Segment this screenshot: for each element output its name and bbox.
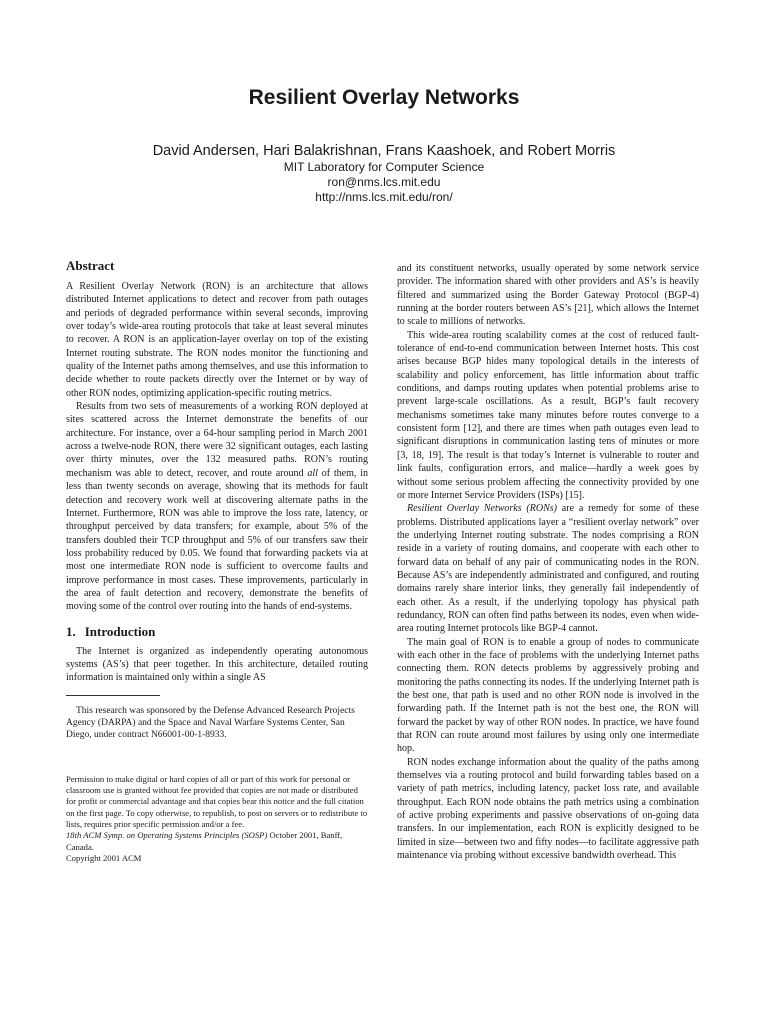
affiliation-email: ron@nms.lcs.mit.edu — [327, 175, 441, 189]
section-number: 1. — [66, 623, 76, 639]
abstract-heading: Abstract — [66, 258, 115, 273]
abstract-paragraph-2 — [66, 400, 368, 614]
permission-notice — [66, 774, 368, 864]
venue-line — [66, 830, 368, 853]
paper-title: Resilient Overlay Networks — [248, 86, 520, 109]
author-block — [0, 143, 768, 205]
introduction-paragraph-3 — [397, 502, 699, 635]
introduction-paragraph-5: RON nodes exchange information about the quality of the paths among themselves via a routing protocol and build forwarding tables based on a variety of path metrics, including latency, packet loss rate, and available throughput. Each RON node obtains the path metrics using a combination of active probing experiments and passive observations of on-going data transfers. In our implementation, each RON is explicitly designed to be limited in size—between two and fifty nodes—to facilitate aggressive path maintenance via probing without excessive bandwidth overhead. This — [397, 756, 699, 862]
right-column — [397, 262, 699, 862]
introduction-paragraph-4: The main goal of RON is to enable a group of nodes to communicate with each other in the face of problems with the underlying Internet paths connecting them. RON detects problems by aggressively probing and monitoring the paths connecting its nodes. If the underlying Internet path is the best one, that path is used and no other RON node is involved in the forwarding path. If the Internet path is not the best one, the RON will forward the packet by way of other RON nodes. In practice, we have found that RON can route around most failures by using only one intermediate hop. — [397, 636, 699, 755]
abstract-emphasis: all — [307, 467, 318, 479]
section-title: Introduction — [84, 623, 156, 639]
author-list: David Andersen, Hari Balakrishnan, Frans Kaashoek, and Robert Morris — [152, 143, 616, 159]
introduction-paragraph-1: The Internet is organized as independently operating autonomous systems (AS’s) that peer together. In this architecture, detailed routing information is maintained only within a single AS — [66, 645, 368, 684]
ron-term: Resilient Overlay Networks (RONs) — [407, 503, 557, 515]
abstract-text: of them, in less than twenty seconds on average, showing that its methods for fault detection and recovery work well at discovering alternate paths in the Internet. Furthermore, RON was able to improve the loss rate, latency, or throughput perceived by data transfers; for example, about 5% of the transfers doubled their TCP throughput and 5% of our transfers saw their loss probability reduced by 0.05. We found that forwarding packets via at most one intermediate RON node is sufficient to overcome faults and improve performance in most cases. These improvements, particularly in the area of fault detection and recovery, demonstrate the benefits of moving some of the control over routing into the hands of end-systems. — [66, 467, 369, 613]
paragraph-text: are a remedy for some of these problems. Distributed applications layer a “resilient overlay network” over the underlying Internet routing substrate. The nodes comprising a RON reside in a variety of routing domains, and cooperate with each other to forward data on behalf of any pair of communicating nodes in the RON. Because AS’s are independently administrated and configured, and routing domains rarely share interior links, they generally fail independently of each other. As a result, if the underlying topology has physical path redundancy, RON can often find paths between its nodes, even when wide-area routing Internet protocols like BGP-4 cannot. — [397, 503, 699, 635]
sponsor-footnote: This research was sponsored by the Defense Advanced Research Projects Agency (DARPA) and the Space and Naval Warfare Systems Center, San Diego, under contract N66001-00-1-8933. — [66, 705, 355, 741]
introduction-paragraph-1-continued: and its constituent networks, usually operated by some network service provider. The information shared with other providers and AS’s is heavily filtered and summarized using the Border Gateway Protocol (BGP-4) running at the border routers between AS’s [21], which allows the Internet to scale to millions of networks. — [397, 263, 699, 328]
left-column — [66, 258, 368, 864]
copyright-line: Copyright 2001 ACM — [66, 852, 142, 863]
abstract-paragraph-1: A Resilient Overlay Network (RON) is an architecture that allows distributed Internet applications to detect and recover from path outages and periods of degraded performance within several seconds, improving over today’s wide-area routing protocols that take at least several minutes to recover. A RON is an application-layer overlay on top of the existing Internet routing substrate. The RON nodes monitor the functioning and quality of the Internet paths among themselves, and use this information to decide whether to route packets directly over the Internet or by way of other RON nodes, optimizing application-specific routing metrics. — [66, 281, 368, 399]
affiliation-lab: MIT Laboratory for Computer Science — [283, 160, 485, 174]
permission-text: Permission to make digital or hard copies of all or part of this work for personal or classroom use is granted without fee provided that copies are not made or distributed for profit or commercial advantage and that copies bear this notice and the full citation on the first page. To copy otherwise, to republish, to post on servers or to redistribute to lists, requires prior specific permission and/or a fee. — [66, 773, 368, 830]
footnote-divider — [66, 695, 160, 696]
venue-name: 18th ACM Symp. on Operating Systems Principles (SOSP) — [66, 830, 268, 841]
introduction-heading — [66, 624, 368, 640]
introduction-paragraph-2: This wide-area routing scalability comes at the cost of reduced fault-tolerance of end-to-end communication between Internet hosts. This cost arises because BGP hides many topological details in the interests of scalability and policy enforcement, has little information about traffic conditions, and damps routing updates when potential problems arise to prevent large-scale oscillations. As a result, BGP’s fault recovery mechanisms sometimes take many minutes before routes converge to a consistent form [12], and there are times when path outages even lead to significant disruptions in communication lasting tens of minutes or more [3, 18, 19]. The result is that today’s Internet is vulnerable to router and link faults, configuration errors, and malice—hardly a week goes by without some serious problem affecting the connectivity provided by one or more Internet Service Providers (ISPs) [15]. — [397, 329, 699, 501]
venue-details: October 2001, Banff, Canada. — [66, 830, 343, 852]
abstract-text: Results from two sets of measurements of a working RON deployed at sites scattered across the Internet demonstrate the benefits of our architecture. For instance, over a 64-hour sampling period in March 2001 across a twelve-node RON, there were 32 significant outages, each lasting over thirty minutes, over the 132 measured paths. RON’s routing mechanism was able to detect, recover, and route around — [66, 401, 368, 479]
affiliation-url: http://nms.lcs.mit.edu/ron/ — [315, 190, 453, 204]
